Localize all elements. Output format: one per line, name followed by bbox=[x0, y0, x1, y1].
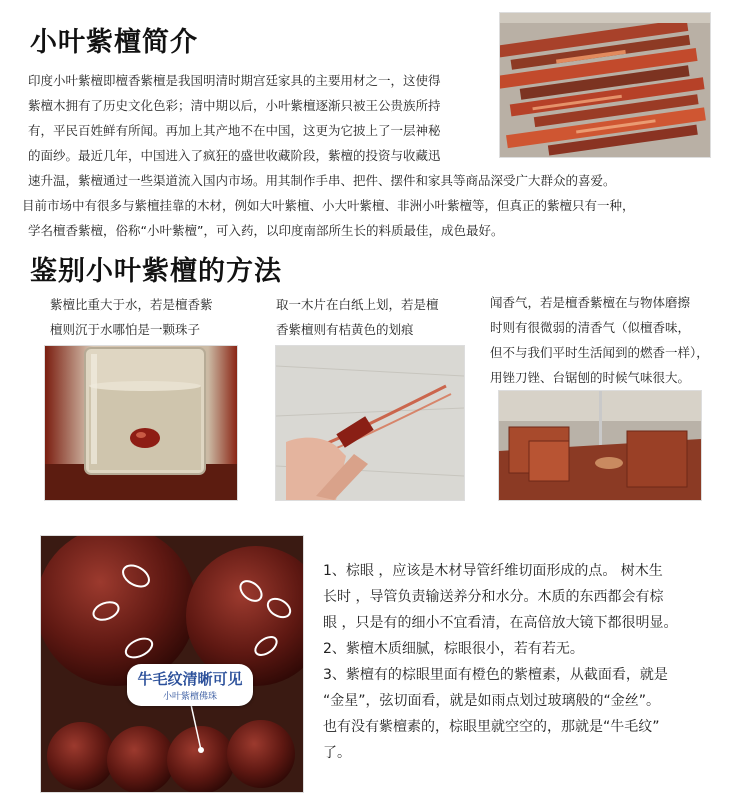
intro-line: 紫檀木拥有了历史文化色彩；清中期以后，小叶紫檀逐渐只被王公贵族所持 bbox=[28, 98, 441, 113]
callout-main-text: 牛毛纹清晰可见 bbox=[137, 670, 243, 688]
water-caption-line: 檀则沉于水哪怕是一颗珠子 bbox=[50, 322, 201, 337]
intro-line: 学名檀香紫檀，俗称“小叶紫檀”，可入药，以印度南部所生长的料质最佳，成色最好。 bbox=[28, 223, 504, 238]
pores-line: 3、紫檀有的棕眼里面有橙色的紫檀素，从截面看，就是 bbox=[323, 667, 668, 683]
intro-paragraph bbox=[22, 68, 635, 243]
intro-line: 的面纱。最近几年，中国进入了疯狂的盛世收藏阶段，紫檀的投资与收藏迅 bbox=[28, 148, 441, 163]
paper-caption-line: 香紫檀则有桔黄色的划痕 bbox=[276, 322, 414, 337]
intro-line: 速升温，紫檀通过一些渠道流入国内市场。用其制作手串、把件、摆件和家具等商品深受广大群众的喜爱。 bbox=[28, 173, 616, 188]
pores-line: 1、棕眼 ，应该是木材导管纤维切面形成的点。 树木生 bbox=[323, 563, 663, 579]
pores-line: 也有没有紫檀素的，棕眼里就空空的，那就是“牛毛纹” bbox=[323, 719, 660, 735]
beads-photo bbox=[40, 535, 304, 793]
water-caption-line: 紫檀比重大于水，若是檀香紫 bbox=[50, 297, 213, 312]
intro-title: 小叶紫檀简介 bbox=[30, 27, 198, 58]
smell-caption-line: 闻香气，若是檀香紫檀在与物体磨擦 bbox=[490, 295, 691, 310]
intro-line: 目前市场中有很多与紫檀挂靠的木材，例如大叶紫檀、小大叶紫檀、非洲小叶紫檀等，但真正的紫檀只有一种， bbox=[22, 198, 635, 213]
callout-bubble bbox=[127, 664, 253, 706]
saw-photo bbox=[498, 390, 702, 501]
pores-line: “金星”，弦切面看，就是如雨点划过玻璃般的“金丝”。 bbox=[323, 693, 661, 709]
paper-caption-line: 取一木片在白纸上划，若是檀 bbox=[276, 297, 439, 312]
intro-line: 有，平民百姓鲜有所闻。再加上其产地不在中国，这更为它披上了一层神秘 bbox=[28, 123, 441, 138]
pores-line: 长时 ，导管负责输送养分和水分。木质的东西都会有棕 bbox=[323, 589, 664, 605]
smell-test-caption bbox=[490, 290, 709, 390]
water-glass-photo bbox=[44, 345, 238, 501]
pores-line: 眼 ，只是有的细小不宜看清，在高倍放大镜下都很明显。 bbox=[323, 615, 678, 631]
methods-title: 鉴别小叶紫檀的方法 bbox=[30, 256, 282, 287]
smell-caption-line: 但不与我们平时生活闻到的燃香一样）， bbox=[490, 345, 709, 360]
paper-test-caption bbox=[276, 292, 439, 342]
smell-caption-line: 时则有很微弱的清香气（似檀香味， bbox=[490, 320, 691, 335]
pores-line: 了。 bbox=[323, 745, 351, 761]
intro-line: 印度小叶紫檀即檀香紫檀是我国明清时期宫廷家具的主要用材之一，这使得 bbox=[28, 73, 441, 88]
paper-scratch-photo bbox=[275, 345, 465, 501]
pores-line: 2、紫檀木质细腻，棕眼很小，若有若无。 bbox=[323, 641, 584, 657]
callout-sub-text: 小叶紫檀佛珠 bbox=[162, 692, 217, 702]
water-test-caption bbox=[50, 292, 213, 342]
smell-caption-line: 用锉刀锉、台锯刨的时候气味很大。 bbox=[490, 370, 691, 385]
pores-paragraph bbox=[323, 558, 677, 766]
